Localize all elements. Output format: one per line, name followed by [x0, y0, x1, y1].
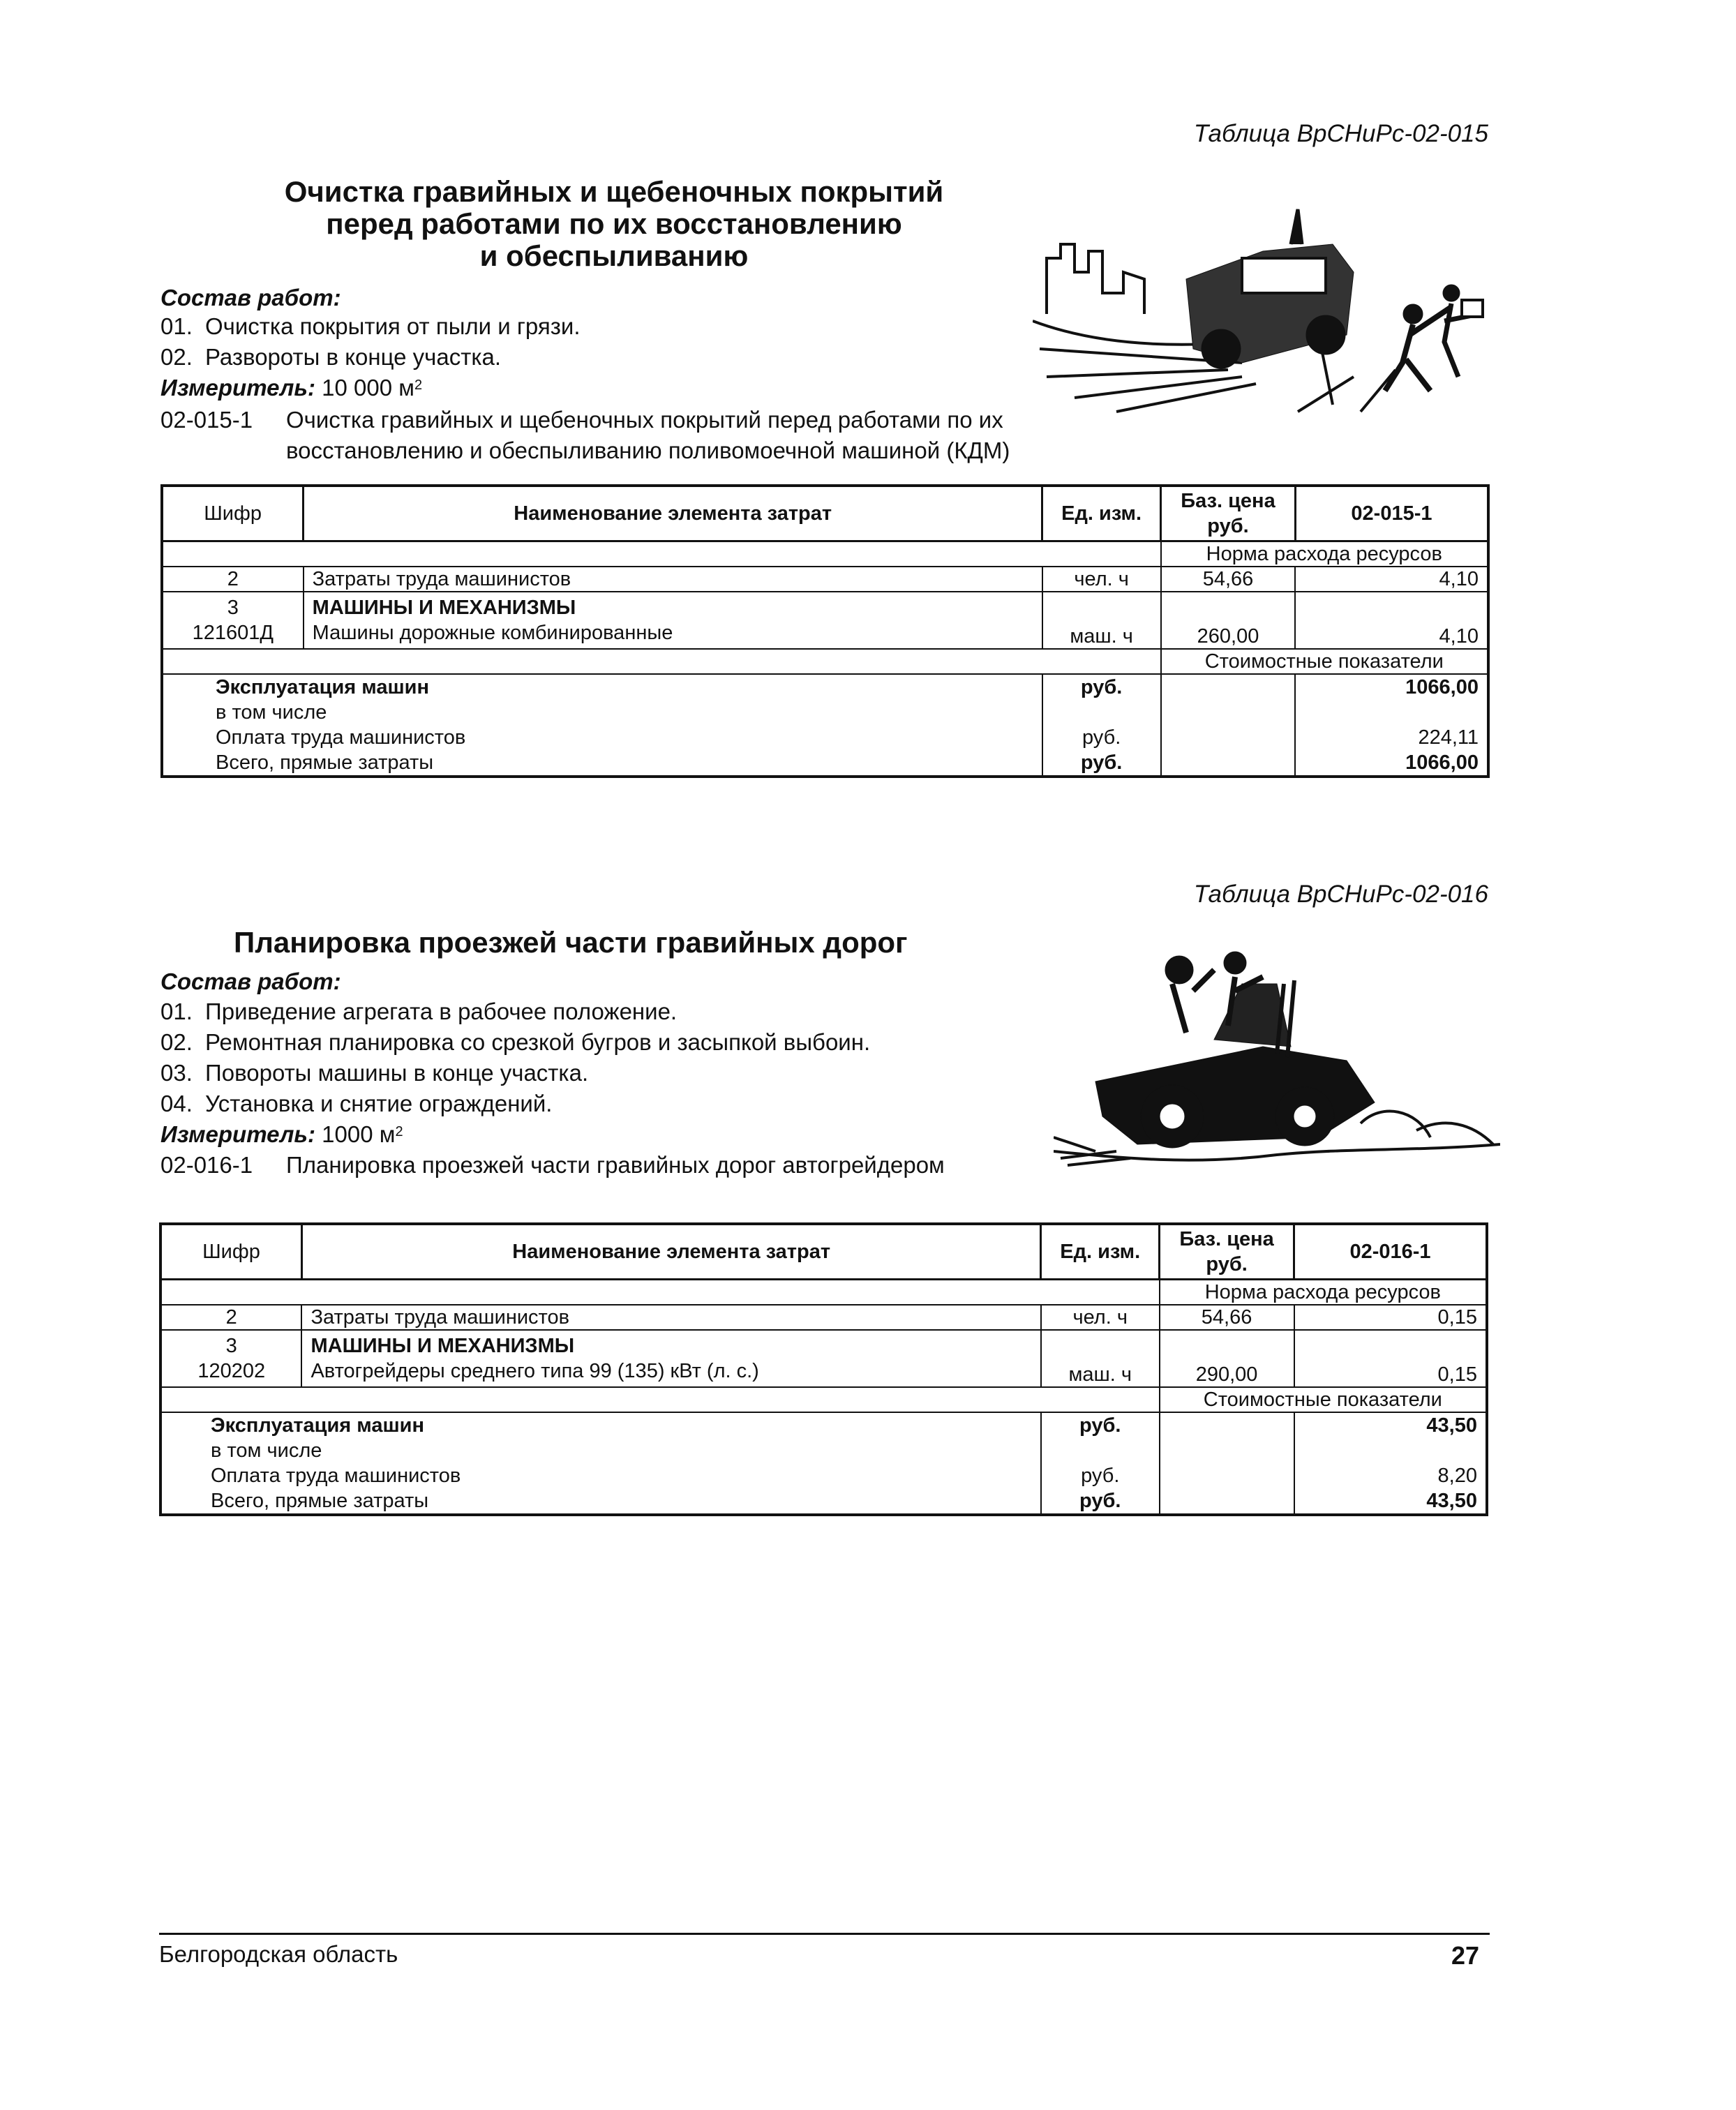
cost-unit: [1052, 700, 1152, 725]
step-text: Ремонтная планировка со срезкой бугров и засыпкой выбоин.: [205, 1029, 871, 1055]
grader-illustration: [1054, 942, 1500, 1172]
section-title-1: [195, 176, 1033, 272]
cost-name: в том числе: [211, 1439, 322, 1462]
row-name-item: Машины дорожные комбинированные: [312, 622, 673, 644]
norm-label-row: [160, 1280, 1487, 1305]
header-unit: Ед. изм.: [1042, 486, 1161, 541]
step-text: Приведение агрегата в рабочее положение.: [205, 998, 678, 1024]
cost-value: [1304, 700, 1479, 725]
measure-sup: 2: [395, 1124, 403, 1139]
cost-unit: руб.: [1081, 1465, 1120, 1487]
row-code-1: 3: [227, 597, 239, 619]
row-name: Затраты труда машинистов: [304, 567, 1042, 592]
table-header: [160, 1224, 1487, 1280]
title-line: Планировка проезжей части гравийных дорог: [234, 926, 908, 959]
item-text: Планировка проезжей части гравийных дорог автогрейдером: [286, 1152, 945, 1178]
row-price: 290,00: [1160, 1330, 1294, 1387]
step-text: Очистка покрытия от пыли и грязи.: [205, 313, 581, 339]
step-2-4: [160, 1088, 552, 1119]
row-unit: чел. ч: [1042, 567, 1161, 592]
cost-values: [1295, 674, 1488, 777]
cost-name: Эксплуатация машин: [216, 676, 430, 698]
item-code: 02-015-1: [160, 407, 253, 433]
step-2-1: [160, 996, 677, 1027]
cost-value: 1066,00: [1405, 751, 1479, 774]
step-2-3: [160, 1058, 588, 1088]
table-label-2: Таблица ВрСНиРс-02-016: [1193, 881, 1488, 908]
cost-names: [160, 1412, 1041, 1515]
table-row: [160, 1330, 1487, 1387]
cost-units: [1041, 1412, 1160, 1515]
header-price: [1161, 486, 1296, 541]
row-value: 0,15: [1294, 1330, 1487, 1387]
measure-2: [160, 1119, 403, 1150]
footer-region: Белгородская область: [159, 1941, 398, 1967]
row-code-1: 3: [225, 1335, 237, 1357]
cost-block: [162, 674, 1488, 777]
table-header: [162, 486, 1488, 541]
row-value: 4,10: [1295, 592, 1488, 649]
measure-value: 1000 м: [322, 1121, 396, 1147]
cost-units: [1042, 674, 1161, 777]
table-row: [162, 567, 1488, 592]
cost-unit: руб.: [1080, 676, 1123, 698]
measure-label: Измеритель:: [160, 375, 315, 401]
row-name: Затраты труда машинистов: [301, 1305, 1040, 1330]
cost-name: Эксплуатация машин: [211, 1414, 425, 1437]
row-unit: маш. ч: [1041, 1330, 1160, 1387]
cost-unit: руб.: [1082, 726, 1121, 749]
title-line: и обеспыливанию: [479, 239, 749, 272]
item-1: [160, 405, 1010, 466]
row-value: 0,15: [1294, 1305, 1487, 1330]
row-code: 2: [162, 567, 304, 592]
row-name-group: МАШИНЫ И МЕХАНИЗМЫ: [312, 597, 576, 619]
cost-label: Стоимостные показатели: [1160, 1387, 1487, 1412]
road-truck-illustration: [1033, 202, 1493, 419]
row-name: [301, 1330, 1040, 1387]
cost-name: Всего, прямые затраты: [211, 1490, 429, 1512]
header-code: Шифр: [162, 486, 304, 541]
row-price: 54,66: [1161, 567, 1296, 592]
cost-label-row: [162, 649, 1488, 674]
row-code-2: 120202: [197, 1360, 266, 1382]
header-price-1: Баз. цена: [1181, 490, 1275, 512]
step-num: 01.: [160, 313, 193, 339]
measure-label: Измеритель:: [160, 1121, 315, 1147]
norm-label: Норма расхода ресурсов: [1160, 1280, 1487, 1305]
item-text-cont: восстановлению и обеспыливанию поливомоечной машиной (КДМ): [286, 437, 1010, 463]
cost-unit: руб.: [1079, 1490, 1121, 1512]
step-num: 03.: [160, 1060, 193, 1086]
cost-value: 8,20: [1437, 1465, 1477, 1487]
cost-value: [1303, 1438, 1477, 1463]
table-row: [160, 1305, 1487, 1330]
table-row: [162, 592, 1488, 649]
norm-label-row: [162, 541, 1488, 567]
row-unit: чел. ч: [1041, 1305, 1160, 1330]
row-name: [304, 592, 1042, 649]
row-code: 2: [160, 1305, 301, 1330]
title-line: перед работами по их восстановлению: [326, 207, 902, 240]
header-price-2: руб.: [1207, 515, 1249, 537]
cost-label: Стоимостные показатели: [1161, 649, 1488, 674]
step-text: Повороты машины в конце участка.: [205, 1060, 589, 1086]
table-label-1: Таблица ВрСНиРс-02-015: [1193, 120, 1488, 147]
header-name: Наименование элемента затрат: [304, 486, 1042, 541]
cost-name: Оплата труда машинистов: [216, 726, 466, 749]
cost-label-row: [160, 1387, 1487, 1412]
cost-value: 224,11: [1418, 726, 1479, 749]
header-unit: Ед. изм.: [1041, 1224, 1160, 1280]
header-code: Шифр: [160, 1224, 301, 1280]
row-code-2: 121601Д: [192, 622, 274, 644]
footer-rule: [159, 1933, 1490, 1935]
step-num: 02.: [160, 1029, 193, 1055]
step-1-2: [160, 342, 501, 373]
norm-label: Норма расхода ресурсов: [1161, 541, 1488, 567]
cost-value: 43,50: [1426, 1414, 1477, 1437]
composition-label-2: Состав работ:: [160, 968, 341, 994]
cost-value: 43,50: [1426, 1490, 1477, 1512]
header-column-code: 02-016-1: [1294, 1224, 1487, 1280]
step-text: Развороты в конце участка.: [205, 344, 502, 370]
measure-sup: 2: [414, 377, 423, 393]
measure-1: [160, 373, 422, 403]
header-price: [1160, 1224, 1294, 1280]
title-line: Очистка гравийных и щебеночных покрытий: [284, 175, 944, 208]
cost-block: [160, 1412, 1487, 1515]
page-number: 27: [1451, 1941, 1480, 1970]
header-column-code: 02-015-1: [1295, 486, 1488, 541]
cost-name: Оплата труда машинистов: [211, 1465, 461, 1487]
row-value: 4,10: [1295, 567, 1488, 592]
step-text: Установка и снятие ограждений.: [205, 1091, 553, 1116]
section-title-2: [160, 927, 908, 959]
step-1-1: [160, 311, 581, 342]
row-price: 54,66: [1160, 1305, 1294, 1330]
cost-name: Всего, прямые затраты: [216, 751, 434, 774]
composition-label-1: Состав работ:: [160, 285, 341, 310]
row-name-item: Автогрейдеры среднего типа 99 (135) кВт (л. с.): [310, 1360, 759, 1382]
item-code: 02-016-1: [160, 1152, 253, 1178]
cost-values: [1294, 1412, 1487, 1515]
measure-value: 10 000 м: [322, 375, 414, 401]
header-name: Наименование элемента затрат: [301, 1224, 1040, 1280]
step-num: 02.: [160, 344, 193, 370]
cost-table-1: [160, 484, 1490, 778]
cost-table-2: [159, 1222, 1488, 1516]
cost-unit: [1050, 1438, 1151, 1463]
step-num: 01.: [160, 998, 193, 1024]
cost-unit: руб.: [1079, 1414, 1121, 1437]
cost-name: в том числе: [216, 701, 327, 724]
row-price: 260,00: [1161, 592, 1296, 649]
step-num: 04.: [160, 1091, 193, 1116]
item-text: Очистка гравийных и щебеночных покрытий перед работами по их: [286, 407, 1003, 433]
row-code: [160, 1330, 301, 1387]
header-price-1: Баз. цена: [1179, 1228, 1274, 1250]
step-2-2: [160, 1027, 870, 1058]
cost-value: 1066,00: [1405, 676, 1479, 698]
row-name-group: МАШИНЫ И МЕХАНИЗМЫ: [310, 1335, 575, 1357]
row-code: [162, 592, 304, 649]
row-unit: маш. ч: [1042, 592, 1161, 649]
item-2: [160, 1150, 945, 1181]
cost-unit: руб.: [1080, 751, 1123, 774]
header-price-2: руб.: [1206, 1253, 1248, 1275]
cost-names: [162, 674, 1042, 777]
